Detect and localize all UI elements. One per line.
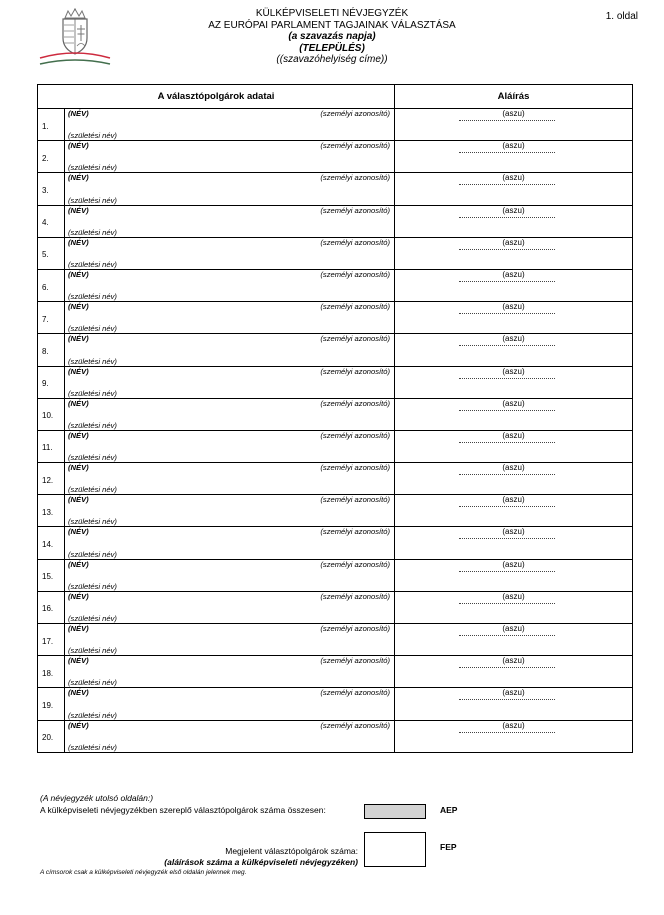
signature-cell[interactable] xyxy=(395,624,633,656)
signature-cell[interactable] xyxy=(395,141,633,173)
voter-data-cell xyxy=(65,334,395,366)
signature-placeholder: (aszu) xyxy=(502,302,525,312)
signature-line xyxy=(459,216,555,218)
personal-id-placeholder: (személyi azonosító) xyxy=(320,173,391,183)
row-number: 9. xyxy=(38,366,65,398)
name-placeholder: (NÉV) xyxy=(68,495,89,505)
row-number: 7. xyxy=(38,302,65,334)
birth-name-placeholder: (születési név) xyxy=(68,292,117,302)
header-line-4: (TELEPÜLÉS) xyxy=(299,42,365,54)
voter-data-cell xyxy=(65,591,395,623)
signature-cell[interactable] xyxy=(395,173,633,205)
signature-placeholder: (aszu) xyxy=(502,173,525,183)
name-placeholder: (NÉV) xyxy=(68,624,89,633)
personal-id-placeholder: (személyi azonosító) xyxy=(320,334,391,344)
row-number: 18. xyxy=(38,656,65,688)
personal-id-placeholder: (személyi azonosító) xyxy=(320,688,391,698)
personal-id-placeholder: (személyi azonosító) xyxy=(320,141,391,151)
name-placeholder: (NÉV) xyxy=(68,656,89,666)
row-number: 2. xyxy=(38,141,65,173)
fep-count-box[interactable] xyxy=(364,832,426,867)
name-placeholder: (NÉV) xyxy=(68,237,89,247)
aep-label: A külképviseleti névjegyzékben szereplő választópolgárok száma összesen: xyxy=(40,805,326,815)
name-placeholder: (NÉV) xyxy=(68,559,89,569)
personal-id-placeholder: (személyi azonosító) xyxy=(320,430,391,440)
signature-placeholder: (aszu) xyxy=(502,591,525,601)
signature-placeholder: (aszu) xyxy=(502,430,525,440)
row-number: 3. xyxy=(38,173,65,205)
personal-id-placeholder: (személyi azonosító) xyxy=(320,463,391,473)
personal-id-placeholder: (személyi azonosító) xyxy=(320,302,391,312)
fep-label: Megjelent választópolgárok száma: xyxy=(225,846,358,856)
signature-placeholder: (aszu) xyxy=(502,495,525,505)
signature-placeholder: (aszu) xyxy=(502,688,525,698)
table-row xyxy=(38,688,633,720)
name-placeholder: (NÉV) xyxy=(68,527,89,537)
row-number: 10. xyxy=(38,398,65,430)
birth-name-placeholder: (születési név) xyxy=(68,485,117,495)
name-placeholder: (NÉV) xyxy=(68,366,89,376)
signature-line xyxy=(459,505,555,507)
voter-data-column-header: A választópolgárok adatai xyxy=(38,85,395,109)
birth-name-placeholder: (születési név) xyxy=(68,388,117,398)
fep-sublabel: (aláírások száma a külképviseleti névjegyzéken) xyxy=(164,857,358,867)
signature-placeholder: (aszu) xyxy=(502,109,525,118)
table-row xyxy=(38,527,633,559)
personal-id-placeholder: (személyi azonosító) xyxy=(320,720,391,730)
signature-line xyxy=(459,377,555,379)
personal-id-placeholder: (személyi azonosító) xyxy=(320,205,391,215)
table-row xyxy=(38,463,633,495)
table-row xyxy=(38,334,633,366)
birth-name-placeholder: (születési név) xyxy=(68,259,117,269)
signature-placeholder: (aszu) xyxy=(502,559,525,569)
name-placeholder: (NÉV) xyxy=(68,173,89,183)
name-placeholder: (NÉV) xyxy=(68,430,89,440)
personal-id-placeholder: (személyi azonosító) xyxy=(320,366,391,376)
row-number: 14. xyxy=(38,527,65,559)
birth-name-placeholder: (születési név) xyxy=(68,453,117,463)
name-placeholder: (NÉV) xyxy=(68,141,89,151)
birth-name-placeholder: (születési név) xyxy=(68,356,117,366)
row-number: 17. xyxy=(38,624,65,656)
signature-line xyxy=(459,183,555,185)
voter-data-cell xyxy=(65,141,395,173)
signature-line xyxy=(459,280,555,282)
birth-name-placeholder: (születési név) xyxy=(68,614,117,623)
signature-cell[interactable] xyxy=(395,205,633,237)
table-row xyxy=(38,109,633,141)
signature-placeholder: (aszu) xyxy=(502,656,525,666)
signature-placeholder: (aszu) xyxy=(502,237,525,247)
row-number: 15. xyxy=(38,559,65,591)
personal-id-placeholder: (személyi azonosító) xyxy=(320,269,391,279)
signature-line xyxy=(459,409,555,411)
birth-name-placeholder: (születési név) xyxy=(68,581,117,591)
personal-id-placeholder: (személyi azonosító) xyxy=(320,109,391,118)
name-placeholder: (NÉV) xyxy=(68,205,89,215)
table-row xyxy=(38,269,633,301)
table-header-row xyxy=(38,85,633,109)
signature-placeholder: (aszu) xyxy=(502,269,525,279)
signature-cell[interactable] xyxy=(395,688,633,720)
signature-placeholder: (aszu) xyxy=(502,141,525,151)
voter-data-cell xyxy=(65,366,395,398)
signature-line xyxy=(459,473,555,475)
birth-name-placeholder: (születési név) xyxy=(68,131,117,141)
voter-data-cell xyxy=(65,527,395,559)
signature-line xyxy=(459,151,555,153)
row-number: 1. xyxy=(38,109,65,141)
signature-cell[interactable] xyxy=(395,302,633,334)
signature-cell[interactable] xyxy=(395,591,633,623)
signature-cell[interactable] xyxy=(395,109,633,141)
personal-id-placeholder: (személyi azonosító) xyxy=(320,237,391,247)
voter-data-cell xyxy=(65,109,395,141)
signature-cell[interactable] xyxy=(395,430,633,462)
voter-data-cell xyxy=(65,237,395,269)
table-row xyxy=(38,237,633,269)
name-placeholder: (NÉV) xyxy=(68,591,89,601)
table-row xyxy=(38,495,633,527)
table-row xyxy=(38,398,633,430)
header-line-2: AZ EURÓPAI PARLAMENT TAGJAINAK VÁLASZTÁSA xyxy=(208,19,456,31)
signature-cell[interactable] xyxy=(395,656,633,688)
name-placeholder: (NÉV) xyxy=(68,302,89,312)
birth-name-placeholder: (születési név) xyxy=(68,195,117,205)
name-placeholder: (NÉV) xyxy=(68,720,89,730)
birth-name-placeholder: (születési név) xyxy=(68,517,117,527)
personal-id-placeholder: (személyi azonosító) xyxy=(320,656,391,666)
fep-code: FEP xyxy=(440,842,457,852)
name-placeholder: (NÉV) xyxy=(68,269,89,279)
birth-name-placeholder: (születési név) xyxy=(68,227,117,237)
signature-line xyxy=(459,666,555,668)
name-placeholder: (NÉV) xyxy=(68,334,89,344)
table-row xyxy=(38,624,633,656)
signature-placeholder: (aszu) xyxy=(502,334,525,344)
row-number: 8. xyxy=(38,334,65,366)
voter-data-cell xyxy=(65,269,395,301)
signature-placeholder: (aszu) xyxy=(502,527,525,537)
birth-name-placeholder: (születési név) xyxy=(68,324,117,334)
table-row xyxy=(38,720,633,752)
aep-code: AEP xyxy=(440,805,458,815)
signature-line xyxy=(459,312,555,314)
birth-name-placeholder: (születési név) xyxy=(68,163,117,173)
signature-cell[interactable] xyxy=(395,495,633,527)
name-placeholder: (NÉV) xyxy=(68,688,89,698)
name-placeholder: (NÉV) xyxy=(68,398,89,408)
voter-data-cell xyxy=(65,302,395,334)
signature-placeholder: (aszu) xyxy=(502,624,525,633)
signature-line xyxy=(459,698,555,700)
voter-data-cell xyxy=(65,559,395,591)
signature-cell[interactable] xyxy=(395,237,633,269)
header-line-5: ((szavazóhelyiség címe)) xyxy=(276,54,388,65)
page-number: 1. oldal xyxy=(605,11,638,22)
header-line-1: KÜLKÉPVISELETI NÉVJEGYZÉK xyxy=(255,8,409,19)
personal-id-placeholder: (személyi azonosító) xyxy=(320,624,391,633)
table-row xyxy=(38,205,633,237)
header-only-first-page-note: A címsorok csak a külképviseleti névjegyzék első oldalán jelennek meg. xyxy=(40,869,247,876)
personal-id-placeholder: (személyi azonosító) xyxy=(320,559,391,569)
birth-name-placeholder: (születési név) xyxy=(68,420,117,430)
personal-id-placeholder: (személyi azonosító) xyxy=(320,495,391,505)
birth-name-placeholder: (születési név) xyxy=(68,742,117,752)
voter-data-cell xyxy=(65,688,395,720)
table-row xyxy=(38,173,633,205)
signature-placeholder: (aszu) xyxy=(502,463,525,473)
signature-cell[interactable] xyxy=(395,269,633,301)
signature-placeholder: (aszu) xyxy=(502,366,525,376)
table-row xyxy=(38,141,633,173)
birth-name-placeholder: (születési név) xyxy=(68,678,117,688)
birth-name-placeholder: (születési név) xyxy=(68,549,117,559)
header-line-3: (a szavazás napja) xyxy=(288,31,376,42)
signature-cell[interactable] xyxy=(395,559,633,591)
row-number: 16. xyxy=(38,591,65,623)
voter-data-cell xyxy=(65,495,395,527)
signature-line xyxy=(459,570,555,572)
signature-line xyxy=(459,634,555,636)
signature-line xyxy=(459,537,555,539)
signature-cell[interactable] xyxy=(395,334,633,366)
personal-id-placeholder: (személyi azonosító) xyxy=(320,527,391,537)
name-placeholder: (NÉV) xyxy=(68,109,89,118)
signature-placeholder: (aszu) xyxy=(502,720,525,730)
signature-line xyxy=(459,602,555,604)
row-number: 4. xyxy=(38,205,65,237)
document-header xyxy=(0,8,664,66)
aep-count-box[interactable] xyxy=(364,804,426,819)
row-number: 11. xyxy=(38,430,65,462)
signature-column-header: Aláírás xyxy=(395,85,633,109)
row-number: 5. xyxy=(38,237,65,269)
birth-name-placeholder: (születési név) xyxy=(68,710,117,720)
row-number: 6. xyxy=(38,269,65,301)
signature-cell[interactable] xyxy=(395,366,633,398)
table-row xyxy=(38,302,633,334)
voter-data-cell xyxy=(65,398,395,430)
voter-data-cell xyxy=(65,430,395,462)
signature-line xyxy=(459,344,555,346)
signature-placeholder: (aszu) xyxy=(502,398,525,408)
row-number: 20. xyxy=(38,720,65,752)
table-row xyxy=(38,591,633,623)
row-number: 13. xyxy=(38,495,65,527)
signature-cell[interactable] xyxy=(395,463,633,495)
signature-placeholder: (aszu) xyxy=(502,205,525,215)
row-number: 19. xyxy=(38,688,65,720)
personal-id-placeholder: (személyi azonosító) xyxy=(320,398,391,408)
signature-cell[interactable] xyxy=(395,527,633,559)
table-row xyxy=(38,656,633,688)
table-row xyxy=(38,366,633,398)
birth-name-placeholder: (születési név) xyxy=(68,646,117,656)
row-number: 12. xyxy=(38,463,65,495)
voter-data-cell xyxy=(65,720,395,752)
signature-line xyxy=(459,731,555,733)
voter-data-cell xyxy=(65,463,395,495)
voter-data-cell xyxy=(65,656,395,688)
voter-data-cell xyxy=(65,205,395,237)
signature-line xyxy=(459,441,555,443)
signature-line xyxy=(459,119,555,121)
voter-data-cell xyxy=(65,624,395,656)
signature-cell[interactable] xyxy=(395,398,633,430)
personal-id-placeholder: (személyi azonosító) xyxy=(320,591,391,601)
table-row xyxy=(38,559,633,591)
signature-line xyxy=(459,248,555,250)
last-page-note: (A névjegyzék utolsó oldalán:) xyxy=(40,793,154,803)
signature-cell[interactable] xyxy=(395,720,633,752)
voter-roll-body xyxy=(38,109,633,753)
name-placeholder: (NÉV) xyxy=(68,463,89,473)
table-row xyxy=(38,430,633,462)
voter-data-cell xyxy=(65,173,395,205)
voter-roll-table xyxy=(37,84,633,753)
